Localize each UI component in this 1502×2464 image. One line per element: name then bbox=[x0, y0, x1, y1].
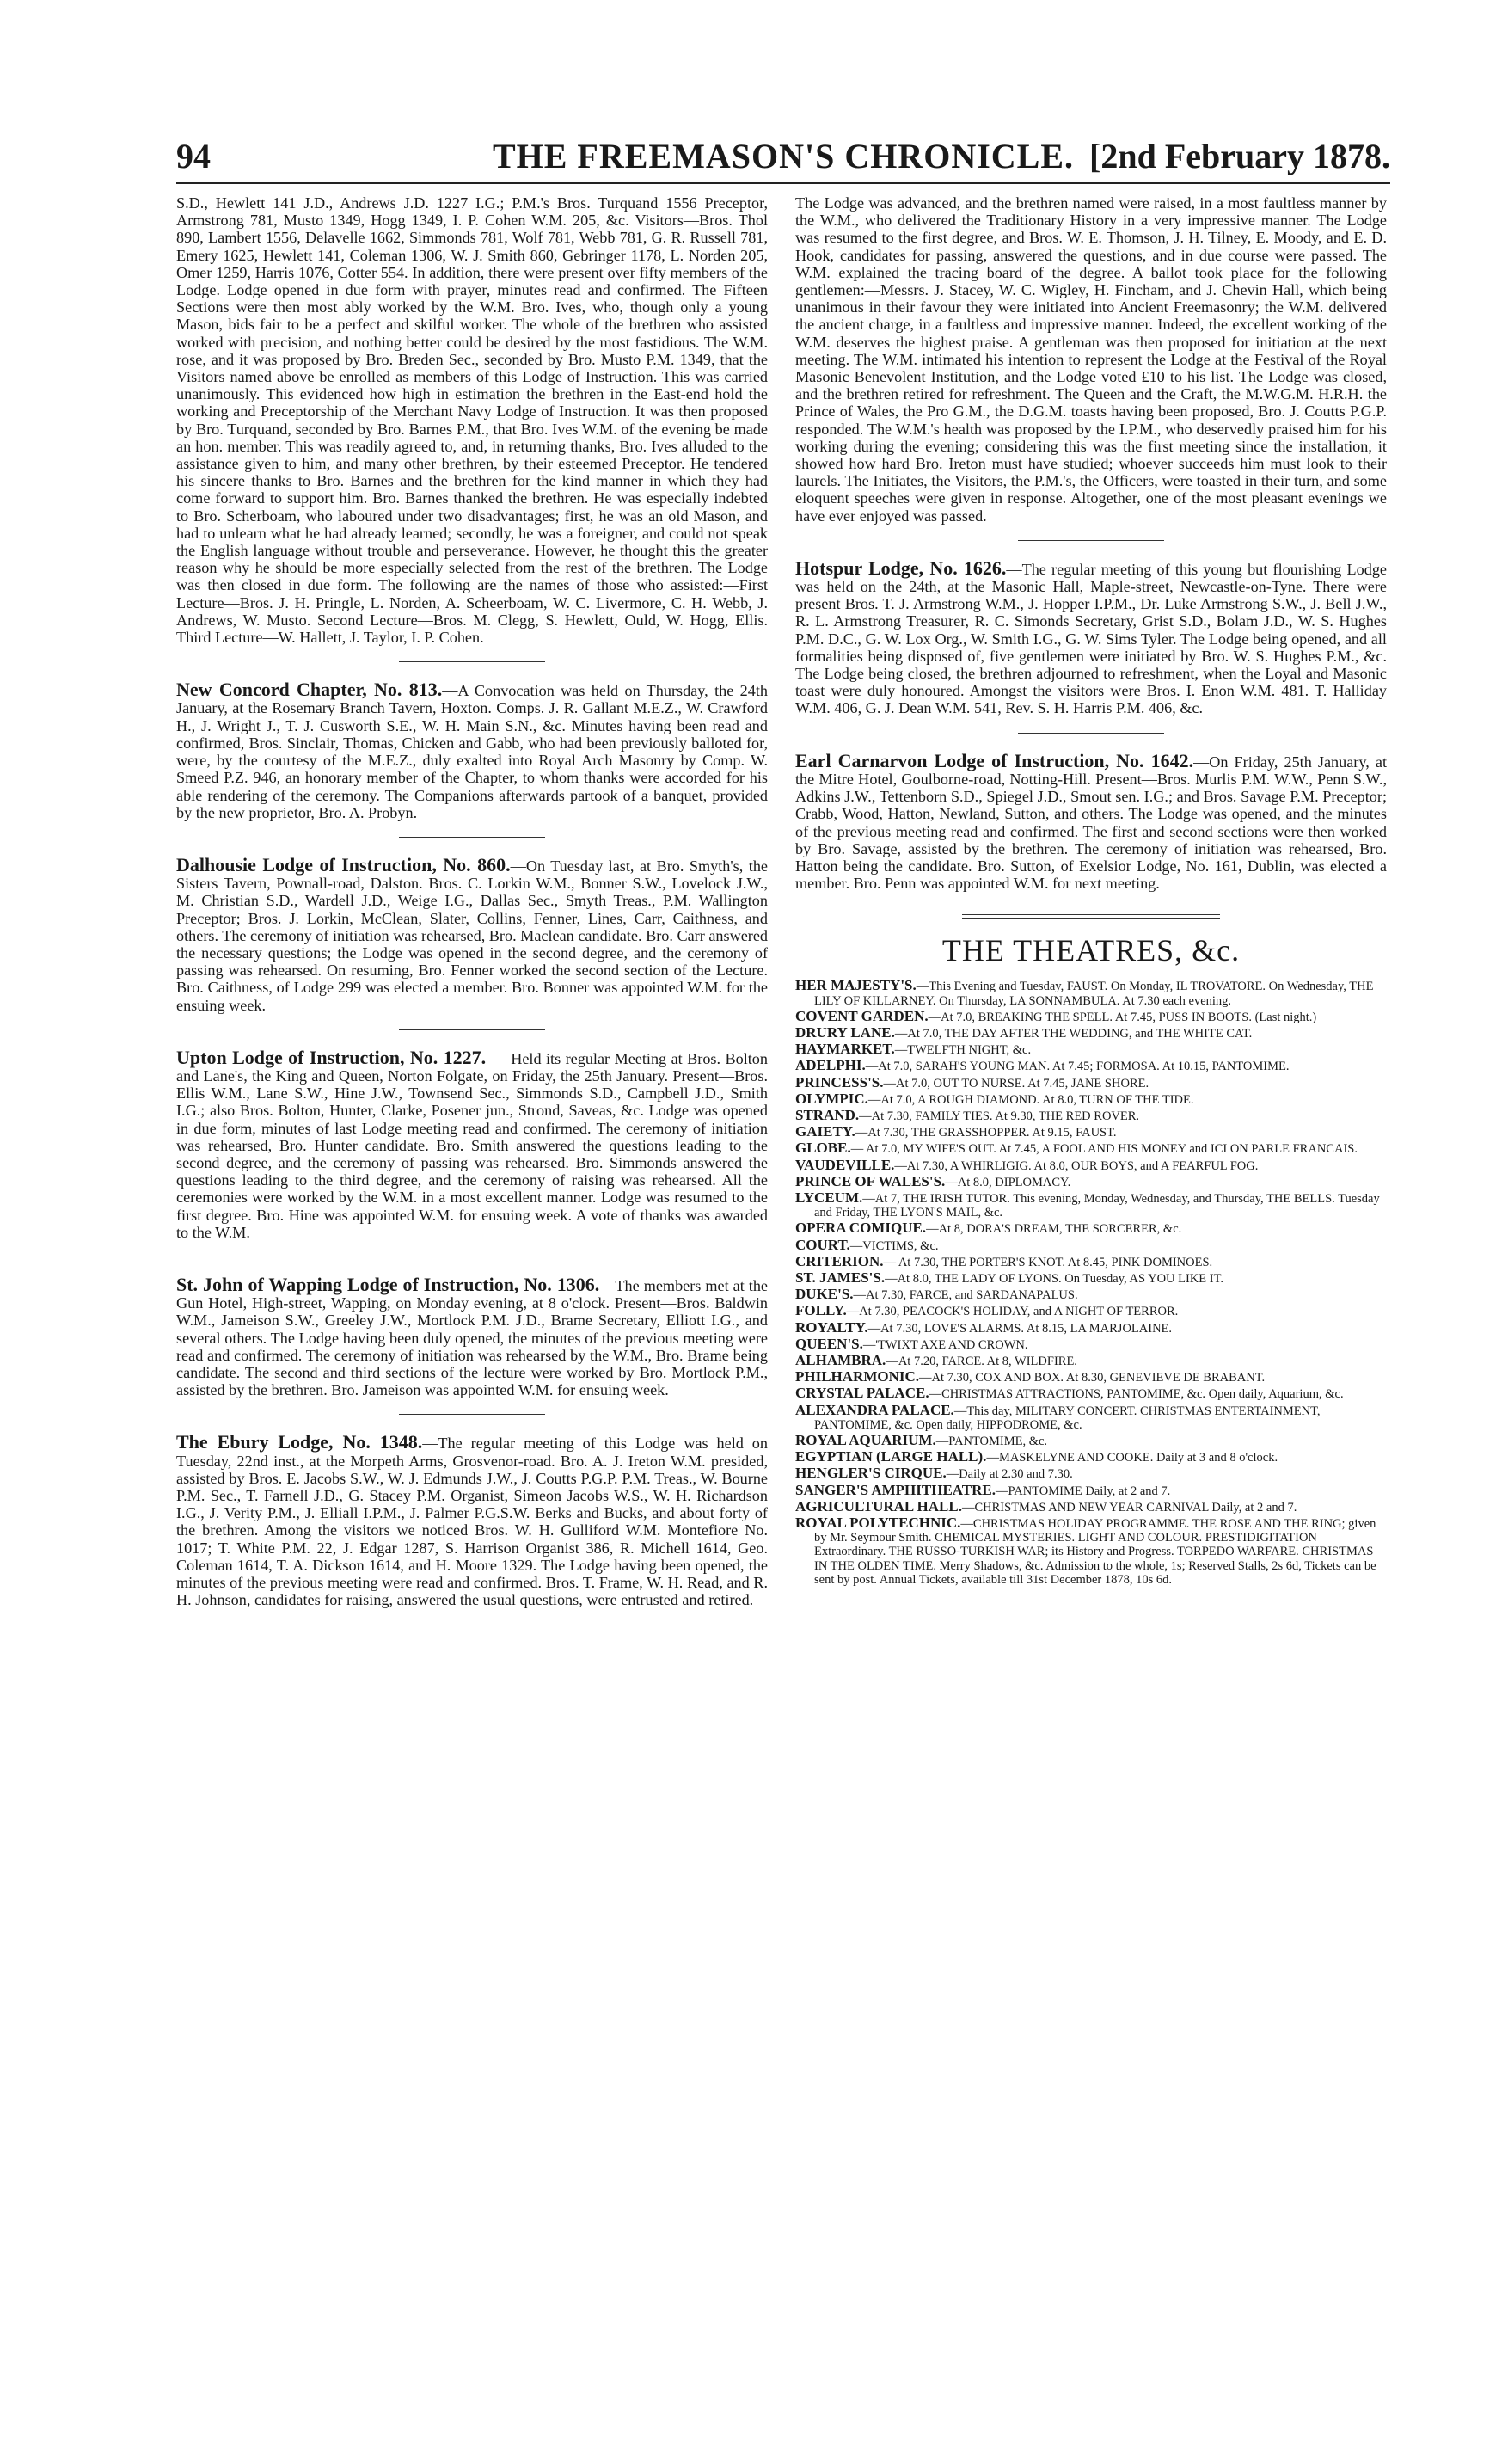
theatre-entry bbox=[795, 1370, 1387, 1385]
theatre-program: —At 7.30, A WHIRLIGIG. At 8.0, OUR BOYS, and A FEARFUL FOG. bbox=[894, 1158, 1259, 1173]
theatre-name: ROYAL AQUARIUM. bbox=[795, 1432, 936, 1448]
theatre-entry bbox=[795, 1434, 1387, 1448]
theatre-entry bbox=[795, 1172, 1387, 1189]
theatre-name: COVENT GARDEN. bbox=[795, 1007, 929, 1024]
theatre-program: —At 8, DORA'S DREAM, THE SORCERER, &c. bbox=[926, 1222, 1182, 1237]
theatres-heading: THE THEATRES, &c. bbox=[941, 933, 1241, 968]
article bbox=[176, 1431, 768, 1609]
theatre-program: —At 8.0, DIPLOMACY. bbox=[945, 1175, 1071, 1189]
theatre-name: SANGER'S AMPHITHEATRE. bbox=[795, 1481, 996, 1498]
article bbox=[795, 749, 1387, 893]
article-heading: Upton Lodge of Instruction, No. 1227. bbox=[176, 1046, 487, 1068]
theatre-name: GAIETY. bbox=[795, 1123, 855, 1140]
theatre-entry bbox=[795, 1337, 1387, 1352]
article-heading: New Concord Chapter, No. 813. bbox=[176, 679, 443, 701]
theatre-program: —At 7.0, BREAKING THE SPELL. At 7.45, PUSS IN BOOTS. (Last night.) bbox=[928, 1010, 1317, 1024]
article-text: —On Friday, 25th January, at the Mitre Hotel, Goulborne-road, Notting-Hill. Present—Bros. Murlis P.M. W.W., Penn S.W., Adkins J.W., Tettenborn S.D., Spiegel J.D., Smout sen. I.G.; and Bros. Savage P.M. Preceptor; Crabb, Wood, Hatton, Newland, Sutton, and others. The Lodge was opened, and the minutes of the previous meeting read and confirmed. The first and second sections were then worked by Bro. Savage, assisted by the brethren. The ceremony of initiation was rehearsed, Bro. Hatton being the candidate. Bro. Sutton, of Exelsior Lodge, No. 161, Dublin, was elected a member. Bro. Penn was appointed W.M. for next meeting. bbox=[795, 753, 1387, 893]
theatre-program: —At 7.20, FARCE. At 8, WILDFIRE. bbox=[886, 1354, 1077, 1368]
article-separator bbox=[1018, 540, 1164, 541]
theatre-name: HENGLER'S CIRQUE. bbox=[795, 1465, 947, 1482]
right-column bbox=[795, 194, 1387, 2422]
theatre-name: VAUDEVILLE. bbox=[795, 1156, 895, 1173]
theatre-program: —CHRISTMAS HOLIDAY PROGRAMME. THE ROSE AND THE RING; given by Mr. Seymour Smith. CHEMICAL MYSTERIES. LIGHT AND COLOUR. PRESTIDIGITATION Extraordinary. THE RUSSO-TURKISH WAR; its History and Progress. TORPEDO WARFARE. CHRISTMAS IN THE OLDEN TIME. Merry Shadows, &c. Admission to the whole, 1s; Reserved Stalls, 2s 6d, Tickets can be sent by post. Annual Tickets, available till 31st December 1878, 10s 6d. bbox=[814, 1517, 1376, 1587]
article-heading: Hotspur Lodge, No. 1626. bbox=[795, 556, 1007, 579]
theatre-name: OLYMPIC. bbox=[795, 1090, 868, 1107]
article-heading: The Ebury Lodge, No. 1348. bbox=[176, 1431, 423, 1453]
theatre-program: —At 7.30, COX AND BOX. At 8.30, GENEVIEVE DE BRABANT. bbox=[919, 1371, 1266, 1386]
theatre-name: STRAND. bbox=[795, 1106, 860, 1123]
theatre-name: LYCEUM. bbox=[795, 1189, 863, 1206]
masthead-rule bbox=[176, 182, 1390, 184]
theatre-program: —MASKELYNE AND COOKE. Daily at 3 and 8 o'clock. bbox=[986, 1451, 1278, 1465]
theatre-entry bbox=[795, 1106, 1387, 1123]
theatre-entry bbox=[795, 1252, 1387, 1269]
theatre-program: —At 7.0, SARAH'S YOUNG MAN. At 7.45; FORMOSA. At 10.15, PANTOMIME. bbox=[865, 1060, 1290, 1074]
theatre-program: —At 7.30, THE GRASSHOPPER. At 9.15, FAUST. bbox=[855, 1126, 1117, 1140]
article bbox=[176, 194, 768, 646]
theatre-name: QUEEN'S. bbox=[795, 1335, 863, 1352]
theatre-name: PRINCE OF WALES'S. bbox=[795, 1172, 946, 1189]
theatre-program: —Daily at 2.30 and 7.30. bbox=[946, 1467, 1073, 1482]
columns bbox=[176, 194, 1390, 2422]
theatre-entry bbox=[795, 1158, 1387, 1173]
article-text: The Lodge was advanced, and the brethren named were raised, in a most faultless manner by the W.M., who delivered the Traditionary History in a very impressive manner. The Lodge was resumed to the first degree, and Bros. W. E. Thomson, J. H. Tilney, E. Moody, and E. D. Hook, candidates for passing, answered the questions, and in due course were passed. The W.M. explained the tracing board of the degree. A ballot took place for the following gentlemen:—Messrs. J. Stacey, W. C. Wigley, H. Fincham, and J. Chevin Hall, which being unanimous in their favour they were initiated into Ancient Freemasonry; the W.M. delivered the ancient charge, in a faultless and impressive manner. Indeed, the excellent working of the W.M. deserves the highest praise. A gentleman was then proposed for initiation at the next meeting. The W.M. intimated his intention to represent the Lodge at the Festival of the Royal Masonic Benevolent Institution, and the Lodge voted £10 to his list. The Lodge was closed, and the brethren retired for refreshment. The Queen and the Craft, the M.W.G.M. H.R.H. the Prince of Wales, the Pro G.M., the D.G.M. toasts having been proposed, Bro. J. Coutts P.G.P. responded. The W.M.'s health was proposed by the I.P.M., who deservedly praised him for his working during the evening; considering this was the first meeting since the installation, it showed how hard Bro. Ireton must have studied; whoever succeeds him must look to their laurels. The Initiates, the Visitors, the P.M.'s, the Officers, were toasted in their turn, and some eloquent speeches were given in response. Altogether, one of the most pleasant evenings we have ever enjoyed was passed. bbox=[795, 194, 1387, 525]
theatre-entry bbox=[795, 1059, 1387, 1073]
theatre-name: ST. JAMES'S. bbox=[795, 1269, 886, 1286]
theatre-program: —At 7.30, LOVE'S ALARMS. At 8.15, LA MARJOLAINE. bbox=[867, 1321, 1173, 1336]
theatre-program: —At 7.0, OUT TO NURSE. At 7.45, JANE SHORE. bbox=[883, 1076, 1149, 1091]
article-text: — Held its regular Meeting at Bros. Bolton and Lane's, the King and Queen, Norton Folgate, on Friday, the 25th January. Present—Bros. Ellis W.M., Lane S.W., Hine J.W., Townsend Sec., Simmonds S.D., Campbell J.D., Smith I.G.; also Bros. Bolton, Hunter, Clarke, Posener jun., Strond, Saveas, &c. Lodge was opened in due form, minutes of last Lodge meeting read and confirmed. The ceremony of initiation was rehearsed, Bro. Hunter candidate. Bro. Smith answered the questions leading to the second degree, and the ceremony of passing was rehearsed. Bro. Simmonds answered the questions leading to the third degree, and the ceremony of raising was rehearsed. All the ceremonies were worked by the W.M. in a most excellent manner. Lodge was resumed to the first degree. Bro. Hine was appointed W.M. for ensuing week. A vote of thanks was awarded to the W.M. bbox=[176, 1049, 768, 1241]
left-column bbox=[176, 194, 768, 2422]
theatre-entry bbox=[795, 1238, 1387, 1253]
article bbox=[176, 1046, 768, 1241]
theatre-program: —At 7, THE IRISH TUTOR. This evening, Monday, Wednesday, and Thursday, THE BELLS. Tuesday and Friday, THE LYON'S MAIL, &c. bbox=[814, 1191, 1380, 1220]
theatre-name: HAYMARKET. bbox=[795, 1041, 895, 1058]
theatre-program: —At 7.30, FARCE, and SARDANAPALUS. bbox=[853, 1288, 1078, 1303]
article bbox=[795, 556, 1387, 717]
article bbox=[176, 1273, 768, 1399]
theatre-name: GLOBE. bbox=[795, 1140, 851, 1157]
theatre-entry bbox=[795, 1092, 1387, 1107]
theatre-name: EGYPTIAN (LARGE HALL). bbox=[795, 1448, 987, 1465]
theatre-entry bbox=[795, 1287, 1387, 1302]
theatre-program: —TWELFTH NIGHT, &c. bbox=[894, 1043, 1032, 1058]
theatre-name: ALEXANDRA PALACE. bbox=[795, 1401, 954, 1418]
issue-date: [2nd February 1878. bbox=[1089, 137, 1390, 175]
section-rule bbox=[962, 914, 1220, 919]
theatre-program: — At 7.30, THE PORTER'S KNOT. At 8.45, PINK DOMINOES. bbox=[883, 1255, 1213, 1269]
article bbox=[795, 194, 1387, 525]
theatre-entry bbox=[795, 1450, 1387, 1465]
theatre-name: COURT. bbox=[795, 1236, 850, 1253]
theatre-program: —CHRISTMAS ATTRACTIONS, PANTOMIME, &c. Open daily, Aquarium, &c. bbox=[929, 1387, 1344, 1402]
article-separator bbox=[399, 837, 545, 838]
theatre-entry bbox=[795, 1401, 1387, 1432]
theatre-listings bbox=[795, 979, 1387, 1587]
theatre-entry bbox=[795, 1007, 1387, 1024]
page-number: 94 bbox=[176, 137, 211, 175]
article-text: S.D., Hewlett 141 J.D., Andrews J.D. 1227 I.G.; P.M.'s Bros. Turquand 1556 Preceptor, Armstrong 781, Musto 1349, Hogg 1349, I. P. Cohen W.M. 205, &c. Visitors—Bros. Thol 890, Lambert 1556, Delavelle 1662, Simmonds 781, Wolf 781, Webb 781, G. R. Russell 781, Emery 1625, Hewlett 141, Coleman 1306, W. J. Smith 860, Gebringer 1178, L. Norden 205, Omer 1259, Harris 1076, Cotter 554. In addition, there were present over fifty members of the Lodge. Lodge opened in due form with prayer, minutes read and confirmed. The Fifteen Sections were then most ably worked by the W.M. Bro. Ives, who, though only a young Mason, bids fair to be a perfect and skilful worker. The whole of the brethren who assisted worked with precision, and nothing better could be desired by the most fastidious. The W.M. rose, and it was proposed by Bro. Breden Sec., seconded by Bro. Musto P.M. 1349, that the Visitors named above be enrolled as members of this Lodge of Instruction. This was carried unanimously. This evidenced how high in estimation the brethren in the East-end hold the working and Preceptorship of the Merchant Navy Lodge of Instruction. It was then proposed by Bro. Turquand, seconded by Bro. Barnes P.M., that Bro. Ives W.M. of the evening be made an hon. member. This was readily agreed to, and, in returning thanks, Bro. Ives alluded to the assistance given to him, and many other brethren, by their esteemed Preceptor. He tendered his sincere thanks to Bro. Barnes and the brethren for the kind manner in which they had come forward to support him. Bro. Barnes thanked the brethren. He was especially indebted to Bro. Scherboam, who laboured under two disadvantages; first, he was an old Mason, and had to unlearn what he had already learned; secondly, he was a foreigner, and could not speak the English language without trouble and perseverance. However, he thought this the greater reason why he should be more especially selected from the rest of the brethren. The Lodge was then closed in due form. The following are the names of those who assisted:—First Lecture—Bros. J. H. Pringle, L. Norden, A. Scheerboam, W. C. Livermore, C. H. Webb, J. Andrews, W. Musto. Second Lecture—Bros. M. Clegg, S. Hewlett, Ould, W. Hogg, Ellis. Third Lecture—W. Hallett, J. Taylor, I. P. Cohen. bbox=[176, 194, 768, 647]
theatre-name: ADELPHI. bbox=[795, 1057, 866, 1074]
article-text: —The members met at the Gun Hotel, High-street, Wapping, on Monday evening, at 8 o'clock. Present—Bros. Baldwin W.M., Jameison S.W., Greeley J.W., Mortlock P.M. J.D., Brame Secretary, Elliott I.G., and several others. The Lodge having been duly opened, the minutes of the previous meeting were read and confirmed. The ceremony of initiation was rehearsed by the W.M., Bro. Brame being candidate. The second and third sections of the lecture were worked by Bro. Mortlock P.M., assisted by the brethren. Bro. Jameison was appointed W.M. for ensuing week. bbox=[176, 1276, 768, 1399]
article-text: —A Convocation was held on Thursday, the 24th January, at the Rosemary Branch Tavern, Hoxton. Comps. J. R. Gallant M.E.Z., W. Crawford H., J. Wright J., T. J. Cusworth S.E., W. H. Main S.N., &c. Minutes having been read and confirmed, Bros. Sinclair, Thomas, Chicken and Gabb, who had been previously balloted for, were, by the courtesy of the M.E.Z., duly exalted into Royal Arch Masonry by Comp. W. Smeed P.Z. 946, an honorary member of the Chapter, to whom thanks were accorded for his able rendering of the ceremony. The Companions afterwards partook of a banquet, provided by the new proprietor, Bro. A. Probyn. bbox=[176, 682, 768, 821]
theatre-entry bbox=[795, 1497, 1387, 1515]
theatre-entry bbox=[795, 1516, 1387, 1587]
theatre-entry bbox=[795, 1386, 1387, 1401]
theatre-name: ROYALTY. bbox=[795, 1318, 868, 1336]
theatre-entry bbox=[795, 1351, 1387, 1368]
theatre-entry bbox=[795, 1023, 1387, 1041]
theatre-name: FOLLY. bbox=[795, 1302, 847, 1319]
theatre-entry bbox=[795, 1271, 1387, 1286]
theatre-program: — At 7.0, MY WIFE'S OUT. At 7.45, A FOOL AND HIS MONEY and ICI ON PARLE FRANCAIS. bbox=[850, 1142, 1358, 1157]
article-text: —On Tuesday last, at Bro. Smyth's, the Sisters Tavern, Pownall-road, Dalston. Bros. C. Lorkin W.M., Bonner S.W., Lovelock J.W., M. Christian S.D., Wardell J.D., Weige I.G., Dallas Sec., Smyth Treas., P.M. Wallington Preceptor; Bros. J. Lorkin, McClean, Slater, Collins, Fenner, Lines, Carr, Caithness, and others. The ceremony of initiation was rehearsed, Bro. Maclean candidate. Bro. Carr answered the necessary questions; the Lodge was opened in the second degree, and the ceremony of passing was rehearsed. On resuming, Bro. Fenner worked the second section of the Lecture. Bro. Caithness, of Lodge 299 was elected a member. Bro. Bonner was appointed W.M. for the ensuing week. bbox=[176, 857, 768, 1014]
theatre-program: —PANTOMIME Daily, at 2 and 7. bbox=[996, 1484, 1171, 1498]
theatre-name: AGRICULTURAL HALL. bbox=[795, 1497, 962, 1515]
theatre-program: —At 7.30, FAMILY TIES. At 9.30, THE RED ROVER. bbox=[859, 1109, 1140, 1123]
theatre-program: —At 7.0, THE DAY AFTER THE WEDDING, and THE WHITE CAT. bbox=[894, 1026, 1253, 1041]
article bbox=[176, 681, 768, 821]
theatre-program: —PANTOMIME, &c. bbox=[935, 1435, 1048, 1448]
theatre-name: OPERA COMIQUE. bbox=[795, 1220, 927, 1237]
theatre-entry bbox=[795, 1304, 1387, 1318]
theatre-name: CRITERION. bbox=[795, 1252, 884, 1269]
article-separator bbox=[399, 1029, 545, 1030]
theatre-entry bbox=[795, 1042, 1387, 1057]
theatre-name: DRURY LANE. bbox=[795, 1023, 895, 1041]
article-separator bbox=[399, 1414, 545, 1415]
article-heading: Dalhousie Lodge of Instruction, No. 860. bbox=[176, 853, 511, 876]
theatre-program: —At 7.30, PEACOCK'S HOLIDAY, and A NIGHT OF TERROR. bbox=[846, 1305, 1179, 1319]
theatre-entry bbox=[795, 1125, 1387, 1140]
theatre-entry bbox=[795, 1191, 1387, 1220]
theatre-name: PRINCESS'S. bbox=[795, 1073, 884, 1091]
article-separator bbox=[399, 661, 545, 662]
theatre-entry bbox=[795, 1318, 1387, 1336]
theatre-entry bbox=[795, 1073, 1387, 1091]
theatre-program: —CHRISTMAS AND NEW YEAR CARNIVAL Daily, at 2 and 7. bbox=[961, 1500, 1297, 1515]
theatre-name: ALHAMBRA. bbox=[795, 1351, 886, 1368]
theatre-program: —VICTIMS, &c. bbox=[849, 1238, 939, 1253]
theatre-name: PHILHARMONIC. bbox=[795, 1368, 920, 1386]
theatre-name: ROYAL POLYTECHNIC. bbox=[795, 1515, 961, 1532]
theatre-program: —This Evening and Tuesday, FAUST. On Monday, IL TROVATORE. On Wednesday, THE LILY OF KILLARNEY. On Thursday, LA SONNAMBULA. At 7.30 each evening. bbox=[814, 980, 1374, 1008]
theatre-name: DUKE'S. bbox=[795, 1286, 854, 1303]
theatre-entry bbox=[795, 1141, 1387, 1156]
page-title: THE FREEMASON'S CHRONICLE. bbox=[492, 137, 1075, 175]
masthead bbox=[176, 136, 1390, 177]
article-text: —The regular meeting of this young but flourishing Lodge was held on the 24th, at the Masonic Hall, Maple-street, Newcastle-on-Tyne. There were present Bros. T. J. Armstrong W.M., J. Hopper I.P.M., Dr. Luke Armstrong S.W., J. Bell J.W., R. L. Armstrong Treasurer, R. C. Simonds Secretary, Grist S.D., Bolam J.D., W. S. Hughes P.M. D.C., G. W. Lox Org., W. Smith I.G., G. W. Sims Tyler. The Lodge being opened, and all formalities being disposed of, five gentlemen were initiated by Bro. W. S. Hughes P.M., &c. The Lodge being closed, the brethren adjourned to refreshment, when the Loyal and Masonic toast were duly honoured. Amongst the visitors were Bros. I. Enon W.M. 481. T. Halliday W.M. 406, G. J. Dean W.M. 541, Rev. S. H. Harris P.M. 406, &c. bbox=[795, 560, 1387, 717]
theatre-entry bbox=[795, 979, 1387, 1007]
theatre-entry bbox=[795, 1481, 1387, 1498]
theatre-program: —At 7.0, A ROUGH DIAMOND. At 8.0, TURN OF THE TIDE. bbox=[867, 1092, 1194, 1107]
theatre-entry bbox=[795, 1466, 1387, 1481]
theatre-name: CRYSTAL PALACE. bbox=[795, 1385, 929, 1402]
theatre-name: HER MAJESTY'S. bbox=[795, 977, 917, 994]
article bbox=[176, 853, 768, 1014]
theatre-entry bbox=[795, 1221, 1387, 1236]
article-text: —The regular meeting of this Lodge was held on Tuesday, 22nd inst., at the Morpeth Arms, Grosvenor-road. Bro. A. J. Ireton W.M. presided, assisted by Bros. E. Jacobs S.W., W. J. Edmunds J.W., J. Coutts P.G.P. P.M. Treas., W. Bourne P.M. Sec., T. Farnell J.D., G. Stacey P.M. Organist, Simeon Jacobs W.S., W. H. Richardson I.G., J. Verity P.M., J. Elliall I.P.M., J. Palmer P.G.S.W. Berks and Bucks, and about forty of the brethren. Among the visitors we noticed Bros. W. H. Gulliford W.M. Montefiore No. 1017; T. White P.M. 22, J. Edgar 1287, S. Harrison Organist 386, R. Michell 1614, Geo. Coleman 1614, T. A. Dickson 1614, and H. Moore 1329. The Lodge having been opened, the minutes of the previous meeting were read and confirmed. Bros. T. Frame, W. H. Read, and R. H. Johnson, candidates for raising, answered the usual questions, were entrusted and retired. bbox=[176, 1435, 768, 1609]
article-heading: St. John of Wapping Lodge of Instruction, No. 1306. bbox=[176, 1273, 600, 1295]
theatre-program: —This day, MILITARY CONCERT. CHRISTMAS ENTERTAINMENT, PANTOMIME, &c. Open daily, HIPPODROME, &c. bbox=[814, 1404, 1321, 1432]
theatre-program: —At 8.0, THE LADY OF LYONS. On Tuesday, AS YOU LIKE IT. bbox=[885, 1271, 1224, 1286]
article-separator bbox=[1018, 733, 1164, 734]
article-heading: Earl Carnarvon Lodge of Instruction, No. 1642. bbox=[795, 749, 1194, 771]
theatre-program: —'TWIXT AXE AND CROWN. bbox=[862, 1337, 1028, 1352]
